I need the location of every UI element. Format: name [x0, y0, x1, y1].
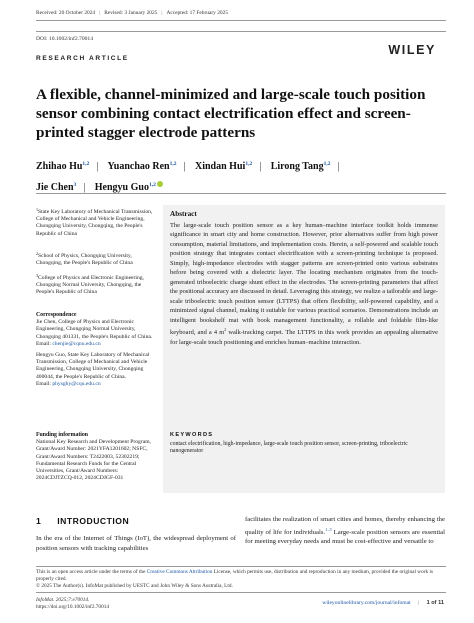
footer-site: wileyonlinelibrary.com/journal/infomat | 1 of 11 [322, 600, 444, 606]
abstract-text-part: The large-scale touch position sensor as a key human–machine interface toolkit holds immense significance in smart city and home construction. However, prior alternatives suffer from high power consumption, material limitations, and implementation costs. Herein, a self-powered and scalable touch position strategy that integrates contact electrification with a screen-printing technique is proposed. Simply, high-impedance electrodes with stagger patterns are screen-printed onto various substrates before being covered with a dielectric layer. The locating mechanism originates from the touch-generated triboelectric charge shunt effect in the electrodes. The screen-printing parameters that affect the positional accuracy are discussed in detail. Leveraging this strategy, we realize a tailorable and large-scale triboelectric touch position sensor (LTTPS) that offers flexibility, self-powered capability, and a minimized signal channel, making it suitable for various practical scenarios. Demonstrations include an intelligent bookshelf mat with book management functionality, a rollable and foldable film-like keyboard, and a 4 m [170, 222, 438, 337]
keywords-heading: KEYWORDS [170, 432, 214, 438]
author-1[interactable] [36, 161, 89, 172]
orcid-icon[interactable] [157, 181, 163, 187]
affiliation-2 [36, 250, 154, 267]
doi-label[interactable]: DOI: 10.1002/inf2.70014 [36, 36, 94, 42]
journal-site-link[interactable]: wileyonlinelibrary.com/journal/infomat [322, 600, 411, 606]
author-name: Zhihao Hu [36, 161, 83, 172]
affiliation-sup: 1 [36, 207, 38, 212]
affiliation-sup: 2 [36, 251, 38, 256]
affiliation-text: State Key Laboratory of Mechanical Transmission, College of Mechanical and Vehicle Engineering, Chongqing University, Chongqing, the People's Republic of China [36, 209, 153, 237]
author-4[interactable] [271, 161, 331, 172]
citation-link[interactable]: 1–5 [325, 526, 332, 532]
author-sup: 1,2 [148, 182, 156, 188]
publisher-logo: WILEY [388, 43, 436, 57]
header-rule-bottom [36, 31, 446, 32]
header-rule-top [36, 20, 446, 21]
author-6[interactable] [95, 182, 163, 193]
author-2[interactable] [107, 161, 176, 172]
abstract-heading: Abstract [170, 210, 197, 218]
author-name: Hengyu Guo [94, 182, 149, 193]
license-text: License, which permits use, distribution and reproduction in any medium, provided the original work is properly cited. [36, 569, 434, 582]
page-number: 1 of 11 [426, 600, 444, 606]
intro-right-column [245, 515, 445, 547]
footer-rule [36, 592, 446, 593]
author-name: Lirong Tang [270, 161, 324, 172]
correspondence-heading: Correspondence [36, 312, 77, 318]
funding-text: National Key Research and Development Program, Grant/Award Number: 2021YFA1201602; NSFC, Grant/Award Numbers: T2422003, 52302219; Fundamental Research Funds for the Central Universities, Grant/Award Numbers: 2024CDJTZCQ-012, 2024CDJGF-031 [36, 439, 151, 482]
received-date: Received: 20 October 2024 [36, 10, 96, 16]
doi-url-link[interactable]: https://doi.org/10.1002/inf2.70014 [36, 604, 110, 610]
journal-line: InfoMat. 2025;7:e70014. [36, 597, 90, 603]
email-label: Email: [36, 380, 53, 387]
article-title: A flexible, channel-minimized and large-scale touch position sensor combining contact electrification effect and screen-printed stagger electrode patterns [36, 86, 426, 141]
revised-date: Revised: 3 January 2025 [104, 10, 158, 16]
correspondence-2: Hengyu Guo, State Key Laboratory of Mechanical Transmission, College of Mechanical and Vehicle Engineering, Chongqing University, Chongqing 400044, the People's Republic of China. [36, 352, 150, 380]
author-name: Yuanchao Ren [107, 161, 170, 172]
author-sup: 1,2 [82, 161, 90, 167]
author-sup: 1,2 [245, 161, 253, 167]
abstract-text-part: walk-tracking carpet. The LTTPS in this work provides an appealing alternative for large-scale touch positioning and enriches human–machine interaction. [170, 329, 438, 346]
author-name: Jie Chen [36, 182, 74, 193]
license-footnote [36, 569, 446, 590]
email-label: Email: [36, 340, 53, 347]
author-3[interactable] [195, 161, 252, 172]
footer-citation [36, 597, 109, 611]
funding-block [36, 432, 154, 482]
copyright-text: © 2025 The Author(s). InfoMat published by UESTC and John Wiley & Sons Australia, Ltd. [36, 583, 233, 589]
author-name: Xindan Hui [195, 161, 246, 172]
correspondence-block [36, 312, 154, 388]
email-link-guo[interactable]: physghy@cqu.edu.cn [52, 380, 101, 387]
footnote-rule [36, 566, 446, 567]
affiliation-sup: 3 [36, 273, 38, 278]
funding-heading: Funding information [36, 432, 89, 438]
author-rule [36, 193, 446, 194]
section-title: INTRODUCTION [57, 516, 130, 526]
section-number: 1 [36, 516, 42, 526]
affiliation-1 [36, 206, 154, 238]
author-5[interactable] [36, 182, 76, 193]
affiliation-3 [36, 272, 154, 297]
author-sup: 3 [73, 182, 77, 188]
license-text: This is an open access article under the terms of the [36, 569, 147, 575]
accepted-date: Accepted: 17 February 2025 [166, 10, 229, 16]
author-sup: 1,2 [169, 161, 177, 167]
intro-left-column: In the era of the Internet of Things (IoT), the widespread deployment of position sensors with tracking capabilities [36, 535, 236, 552]
affiliation-text: School of Physics, Chongqing University, Chongqing, the People's Republic of China [36, 253, 133, 267]
abstract-sup: 2 [224, 326, 227, 332]
affiliation-text: College of Physics and Electronic Engineering, Chongqing Normal University, Chongqing, the People's Republic of China [36, 275, 144, 296]
section-heading-introduction [36, 516, 129, 526]
keywords-text: contact electrification, high-impedance, large-scale touch position sensor, screen-printing, triboelectric nanogenerator [170, 441, 408, 455]
correspondence-1: Jie Chen, College of Physics and Electronic Engineering, Chongqing Normal University, Chongqing 401331, the People's Republic of China. [36, 319, 153, 340]
abstract-text [170, 221, 438, 347]
author-list: Zhihao Hu$^{1,2}$ | Yuanchao Ren$^{1,2}$ | Xindan Hui$^{1,2}$ | Lirong Tang$^{1,2}$ | Jie Chen$^3$ | Hengyu Guo$^{1,2}$ [36, 161, 340, 193]
email-link-chen[interactable]: chenjie@cqnu.edu.cn [52, 340, 101, 347]
history-dates: Received: 20 October 2024 | Revised: 3 January 2025 | Accepted: 17 February 2025 [36, 10, 229, 16]
intro-text-part: facilitates the realization of smart cities and homes, thereby enhancing the quality of life for individuals. [245, 516, 445, 536]
article-type: RESEARCH ARTICLE [36, 55, 129, 62]
cc-license-link[interactable]: Creative Commons Attribution [146, 569, 213, 575]
author-sup: 1,2 [323, 161, 331, 167]
intro-text-part: Large-scale position sensors are essential for meeting everyday needs and must be cost-effective and versatile to [245, 528, 445, 546]
